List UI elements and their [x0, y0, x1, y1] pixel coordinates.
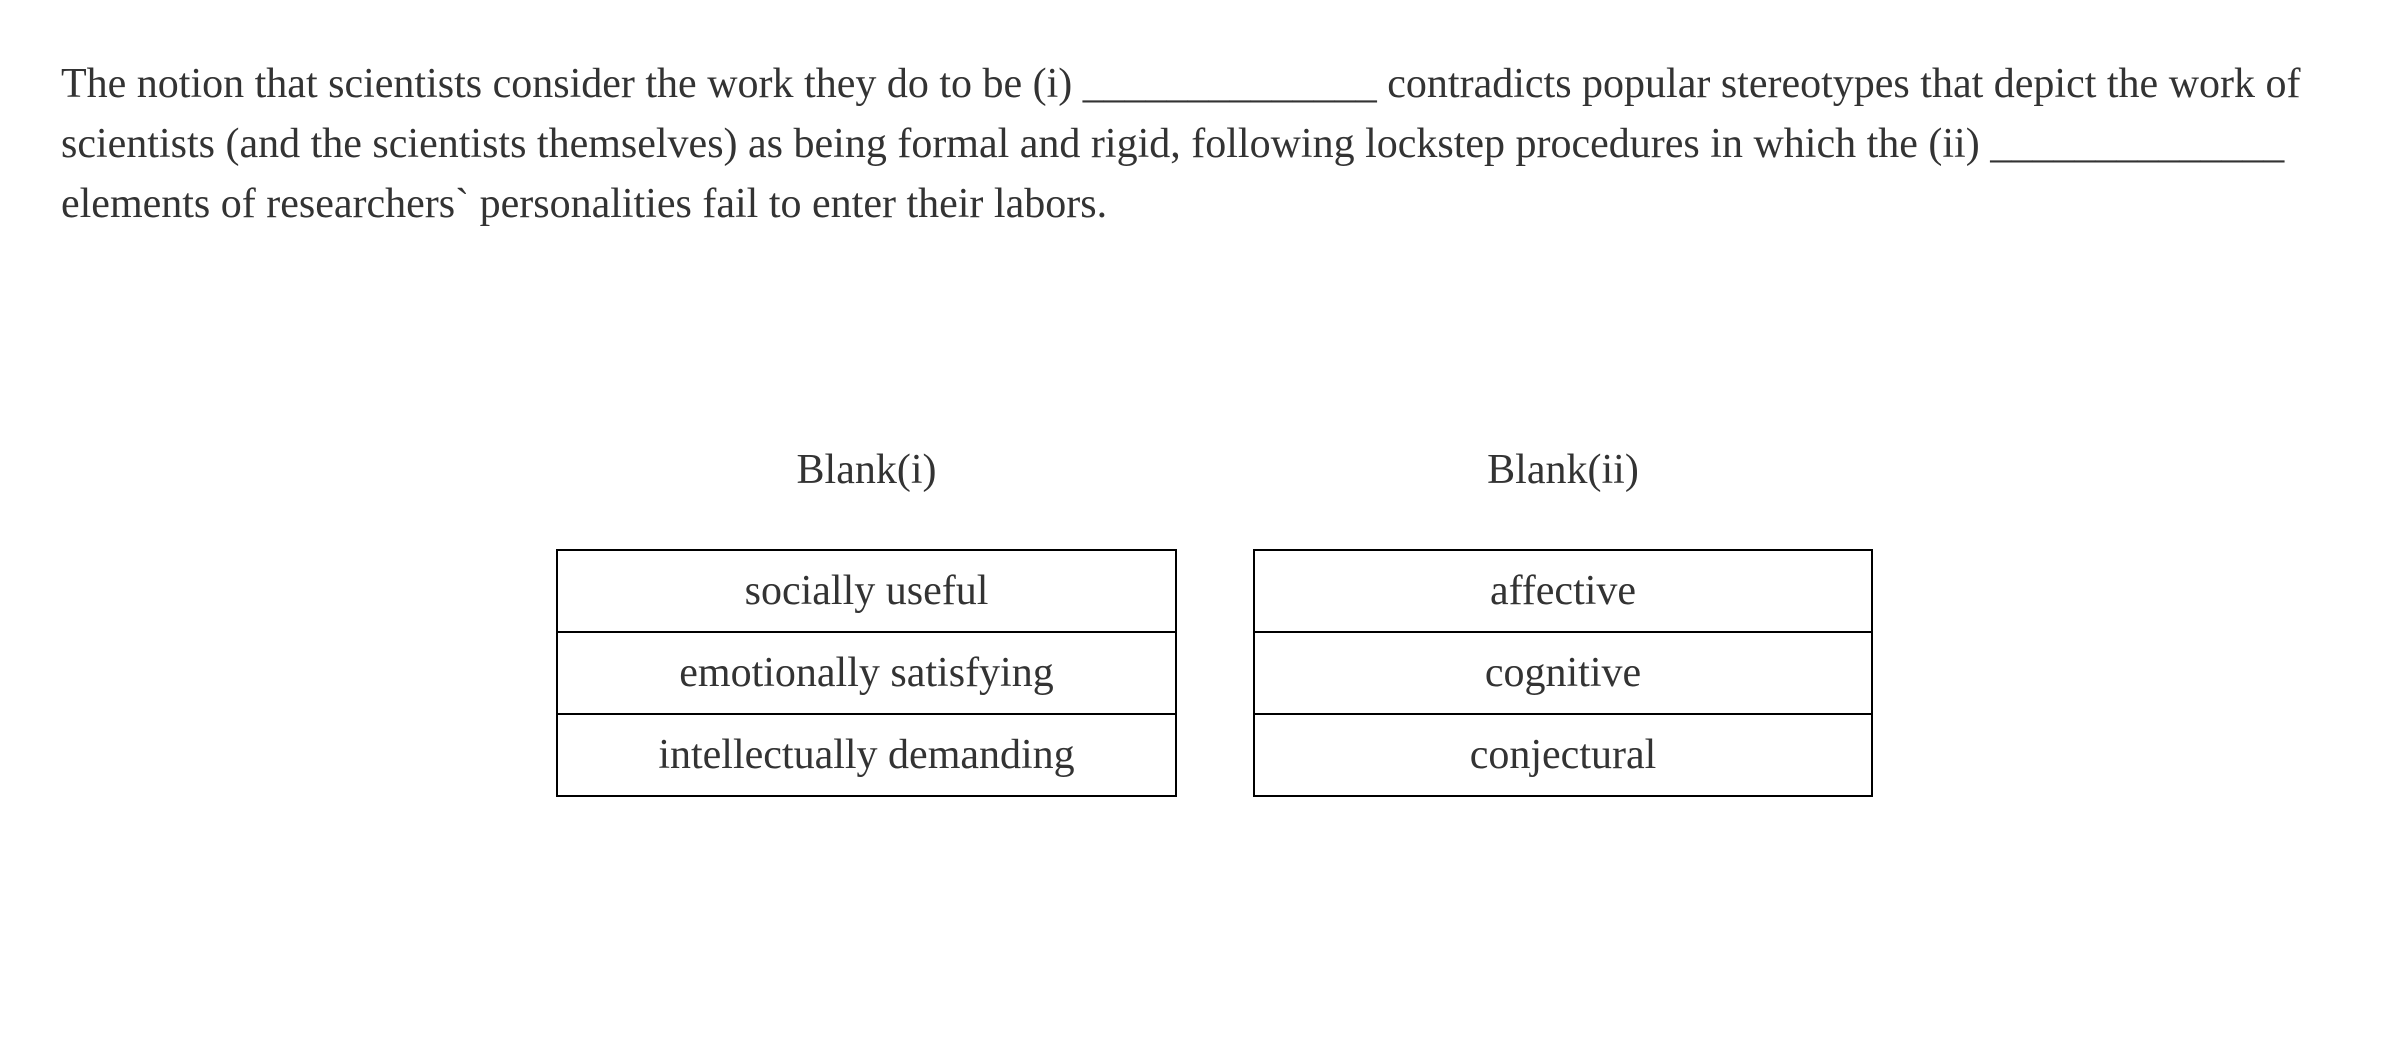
blank-i-option-emotionally-satisfying[interactable]: emotionally satisfying	[558, 631, 1175, 713]
blank-ii-option-conjectural[interactable]: conjectural	[1255, 713, 1871, 795]
blank-i-heading: Blank(i)	[796, 447, 937, 493]
blank-i-option-intellectually-demanding[interactable]: intellectually demanding	[558, 713, 1175, 795]
blank-ii-heading: Blank(ii)	[1487, 447, 1639, 493]
blank-i-option-socially-useful[interactable]: socially useful	[558, 551, 1175, 631]
question-part-1: The notion that scientists consider the work they do to be (i)	[61, 61, 1083, 107]
blank-ii-option-cognitive[interactable]: cognitive	[1255, 631, 1871, 713]
question-text	[61, 54, 2361, 234]
blank-ii-line: ______________	[1990, 121, 2285, 167]
blank-ii-options	[1253, 549, 1873, 797]
blank-ii-option-affective[interactable]: affective	[1255, 551, 1871, 631]
question-part-2: contradicts popular stereotypes that depict the work of scientists (and the scientists themselves) as being formal and rigid, following lockstep procedures in which the (ii)	[61, 61, 2301, 167]
blank-i-options	[556, 549, 1177, 797]
question-part-3: elements of researchers` personalities fail to enter their labors.	[61, 181, 1108, 227]
blank-i-line: ______________	[1082, 61, 1377, 107]
